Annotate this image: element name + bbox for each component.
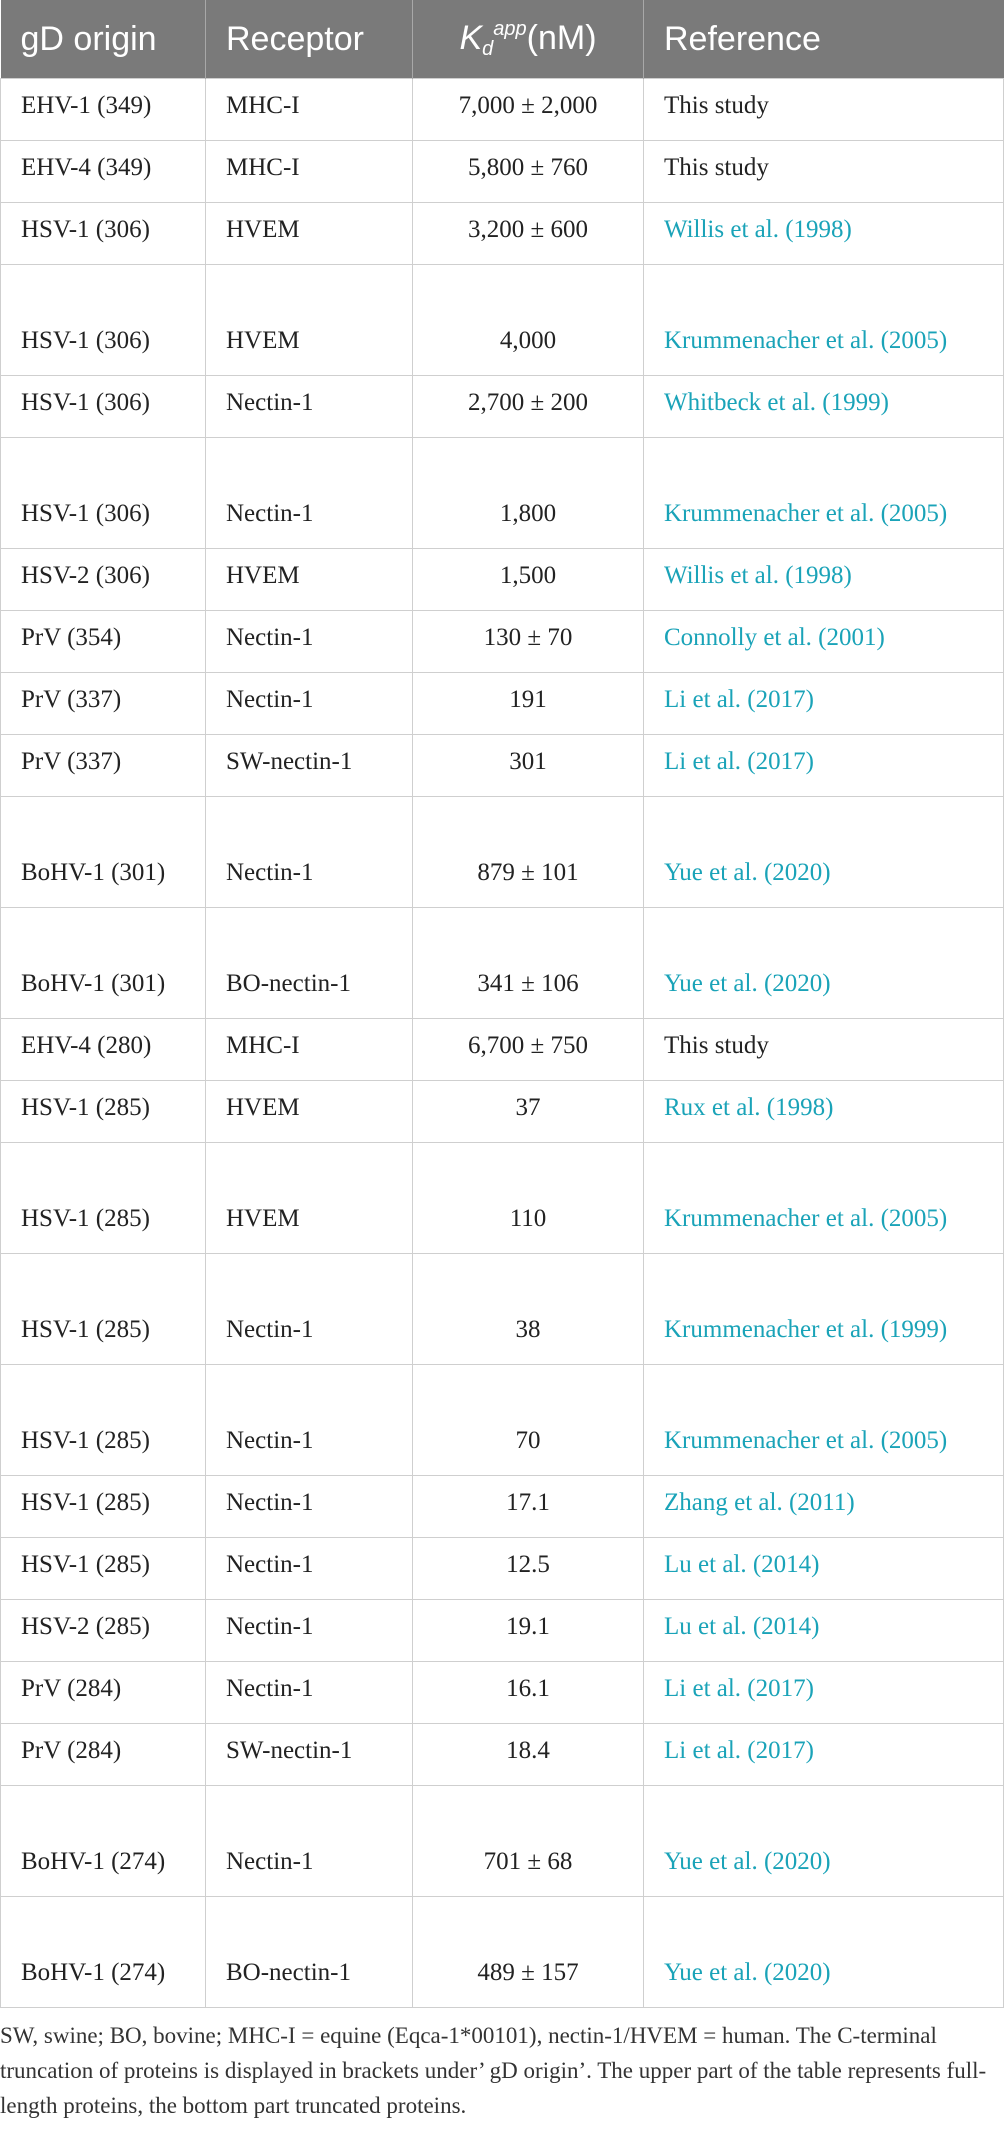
cell-receptor: Nectin-1 bbox=[206, 376, 413, 438]
cell-reference-link[interactable]: Lu et al. (2014) bbox=[644, 1600, 1004, 1662]
cell-gd-origin: EHV-4 (349) bbox=[1, 141, 206, 203]
cell-receptor: SW-nectin-1 bbox=[206, 1724, 413, 1786]
cell-receptor: SW-nectin-1 bbox=[206, 735, 413, 797]
header-kd bbox=[413, 0, 644, 79]
table-row bbox=[1, 1786, 1004, 1897]
cell-reference-link[interactable]: Li et al. (2017) bbox=[644, 735, 1004, 797]
cell-receptor: HVEM bbox=[206, 549, 413, 611]
table-row bbox=[1, 1662, 1004, 1724]
cell-kd-value: 1,500 bbox=[413, 549, 644, 611]
cell-gd-origin: HSV-1 (285) bbox=[1, 1143, 206, 1254]
cell-reference-link[interactable]: Li et al. (2017) bbox=[644, 673, 1004, 735]
cell-receptor: Nectin-1 bbox=[206, 1662, 413, 1724]
cell-gd-origin: BoHV-1 (301) bbox=[1, 908, 206, 1019]
cell-kd-value: 301 bbox=[413, 735, 644, 797]
cell-kd-value: 7,000 ± 2,000 bbox=[413, 79, 644, 141]
cell-gd-origin: HSV-2 (306) bbox=[1, 549, 206, 611]
cell-receptor: Nectin-1 bbox=[206, 673, 413, 735]
cell-reference-link[interactable]: Willis et al. (1998) bbox=[644, 549, 1004, 611]
cell-kd-value: 110 bbox=[413, 1143, 644, 1254]
header-reference: Reference bbox=[644, 0, 1004, 79]
cell-receptor: HVEM bbox=[206, 1081, 413, 1143]
header-gd-origin: gD origin bbox=[1, 0, 206, 79]
table-row bbox=[1, 673, 1004, 735]
cell-kd-value: 4,000 bbox=[413, 265, 644, 376]
cell-reference-link[interactable]: Yue et al. (2020) bbox=[644, 797, 1004, 908]
table-row bbox=[1, 549, 1004, 611]
cell-reference-link[interactable]: Li et al. (2017) bbox=[644, 1724, 1004, 1786]
cell-reference-link[interactable]: Li et al. (2017) bbox=[644, 1662, 1004, 1724]
table-row bbox=[1, 908, 1004, 1019]
cell-reference-link[interactable]: Krummenacher et al. (2005) bbox=[644, 1143, 1004, 1254]
cell-reference-link[interactable]: Krummenacher et al. (1999) bbox=[644, 1254, 1004, 1365]
cell-kd-value: 37 bbox=[413, 1081, 644, 1143]
cell-receptor: Nectin-1 bbox=[206, 611, 413, 673]
cell-reference-link[interactable]: Yue et al. (2020) bbox=[644, 908, 1004, 1019]
table-row bbox=[1, 265, 1004, 376]
header-row bbox=[1, 0, 1004, 79]
cell-reference-link[interactable]: Connolly et al. (2001) bbox=[644, 611, 1004, 673]
header-kd-unit: (nM) bbox=[526, 18, 597, 57]
cell-kd-value: 489 ± 157 bbox=[413, 1897, 644, 2008]
cell-reference-link[interactable]: Krummenacher et al. (2005) bbox=[644, 265, 1004, 376]
table-row bbox=[1, 203, 1004, 265]
cell-gd-origin: HSV-1 (306) bbox=[1, 265, 206, 376]
cell-kd-value: 2,700 ± 200 bbox=[413, 376, 644, 438]
table-row bbox=[1, 1143, 1004, 1254]
cell-receptor: MHC-I bbox=[206, 1019, 413, 1081]
cell-reference-link[interactable]: Krummenacher et al. (2005) bbox=[644, 438, 1004, 549]
table-row bbox=[1, 1019, 1004, 1081]
cell-gd-origin: HSV-1 (285) bbox=[1, 1476, 206, 1538]
cell-gd-origin: HSV-1 (306) bbox=[1, 203, 206, 265]
table-row bbox=[1, 611, 1004, 673]
cell-gd-origin: EHV-4 (280) bbox=[1, 1019, 206, 1081]
cell-receptor: Nectin-1 bbox=[206, 1600, 413, 1662]
cell-receptor: Nectin-1 bbox=[206, 1365, 413, 1476]
cell-reference: This study bbox=[644, 79, 1004, 141]
cell-gd-origin: BoHV-1 (274) bbox=[1, 1786, 206, 1897]
cell-gd-origin: HSV-1 (285) bbox=[1, 1081, 206, 1143]
cell-reference-link[interactable]: Yue et al. (2020) bbox=[644, 1786, 1004, 1897]
cell-gd-origin: PrV (337) bbox=[1, 673, 206, 735]
cell-receptor: BO-nectin-1 bbox=[206, 1897, 413, 2008]
cell-kd-value: 3,200 ± 600 bbox=[413, 203, 644, 265]
cell-kd-value: 5,800 ± 760 bbox=[413, 141, 644, 203]
cell-reference: This study bbox=[644, 1019, 1004, 1081]
cell-reference-link[interactable]: Zhang et al. (2011) bbox=[644, 1476, 1004, 1538]
cell-kd-value: 70 bbox=[413, 1365, 644, 1476]
cell-receptor: Nectin-1 bbox=[206, 1254, 413, 1365]
table-row bbox=[1, 1254, 1004, 1365]
table-row bbox=[1, 1476, 1004, 1538]
cell-receptor: HVEM bbox=[206, 265, 413, 376]
cell-reference-link[interactable]: Krummenacher et al. (2005) bbox=[644, 1365, 1004, 1476]
table-row bbox=[1, 1538, 1004, 1600]
cell-kd-value: 130 ± 70 bbox=[413, 611, 644, 673]
cell-kd-value: 12.5 bbox=[413, 1538, 644, 1600]
cell-gd-origin: HSV-2 (285) bbox=[1, 1600, 206, 1662]
table-row bbox=[1, 1081, 1004, 1143]
cell-gd-origin: HSV-1 (306) bbox=[1, 438, 206, 549]
table-row bbox=[1, 797, 1004, 908]
cell-kd-value: 6,700 ± 750 bbox=[413, 1019, 644, 1081]
cell-kd-value: 341 ± 106 bbox=[413, 908, 644, 1019]
cell-kd-value: 191 bbox=[413, 673, 644, 735]
header-kd-subscript: d bbox=[482, 37, 494, 60]
cell-receptor: Nectin-1 bbox=[206, 1786, 413, 1897]
cell-receptor: HVEM bbox=[206, 203, 413, 265]
cell-kd-value: 38 bbox=[413, 1254, 644, 1365]
cell-gd-origin: BoHV-1 (274) bbox=[1, 1897, 206, 2008]
table-row bbox=[1, 1365, 1004, 1476]
cell-receptor: MHC-I bbox=[206, 79, 413, 141]
cell-receptor: Nectin-1 bbox=[206, 1538, 413, 1600]
cell-receptor: Nectin-1 bbox=[206, 438, 413, 549]
cell-kd-value: 16.1 bbox=[413, 1662, 644, 1724]
cell-gd-origin: HSV-1 (285) bbox=[1, 1254, 206, 1365]
cell-reference-link[interactable]: Rux et al. (1998) bbox=[644, 1081, 1004, 1143]
cell-gd-origin: BoHV-1 (301) bbox=[1, 797, 206, 908]
table-row bbox=[1, 79, 1004, 141]
cell-gd-origin: PrV (337) bbox=[1, 735, 206, 797]
cell-kd-value: 18.4 bbox=[413, 1724, 644, 1786]
cell-kd-value: 19.1 bbox=[413, 1600, 644, 1662]
cell-kd-value: 701 ± 68 bbox=[413, 1786, 644, 1897]
cell-receptor: MHC-I bbox=[206, 141, 413, 203]
cell-receptor: BO-nectin-1 bbox=[206, 908, 413, 1019]
table-footnote: SW, swine; BO, bovine; MHC-I = equine (Eqca-1*00101), nectin-1/HVEM = human. The C-terminal truncation of proteins is displayed in brackets under’ gD origin’. The upper part of the table represents full-length proteins, the bottom part truncated proteins. bbox=[0, 2023, 987, 2118]
cell-reference-link[interactable]: Willis et al. (1998) bbox=[644, 203, 1004, 265]
cell-gd-origin: HSV-1 (285) bbox=[1, 1538, 206, 1600]
table-body bbox=[1, 79, 1004, 2008]
table-row bbox=[1, 1724, 1004, 1786]
cell-gd-origin: EHV-1 (349) bbox=[1, 79, 206, 141]
cell-receptor: Nectin-1 bbox=[206, 1476, 413, 1538]
cell-reference-link[interactable]: Lu et al. (2014) bbox=[644, 1538, 1004, 1600]
cell-reference-link[interactable]: Whitbeck et al. (1999) bbox=[644, 376, 1004, 438]
table-row bbox=[1, 1897, 1004, 2008]
cell-reference-link[interactable]: Yue et al. (2020) bbox=[644, 1897, 1004, 2008]
cell-gd-origin: PrV (284) bbox=[1, 1724, 206, 1786]
cell-receptor: Nectin-1 bbox=[206, 797, 413, 908]
cell-gd-origin: PrV (354) bbox=[1, 611, 206, 673]
cell-gd-origin: HSV-1 (306) bbox=[1, 376, 206, 438]
table-row bbox=[1, 1600, 1004, 1662]
table-row bbox=[1, 735, 1004, 797]
cell-gd-origin: HSV-1 (285) bbox=[1, 1365, 206, 1476]
cell-kd-value: 1,800 bbox=[413, 438, 644, 549]
cell-kd-value: 879 ± 101 bbox=[413, 797, 644, 908]
table-header bbox=[1, 0, 1004, 79]
cell-gd-origin: PrV (284) bbox=[1, 1662, 206, 1724]
cell-receptor: HVEM bbox=[206, 1143, 413, 1254]
header-kd-symbol: K bbox=[459, 18, 483, 57]
table-row bbox=[1, 376, 1004, 438]
table-row bbox=[1, 438, 1004, 549]
table-row bbox=[1, 141, 1004, 203]
header-kd-superscript: app bbox=[493, 17, 527, 40]
cell-reference: This study bbox=[644, 141, 1004, 203]
cell-kd-value: 17.1 bbox=[413, 1476, 644, 1538]
header-receptor: Receptor bbox=[206, 0, 413, 79]
